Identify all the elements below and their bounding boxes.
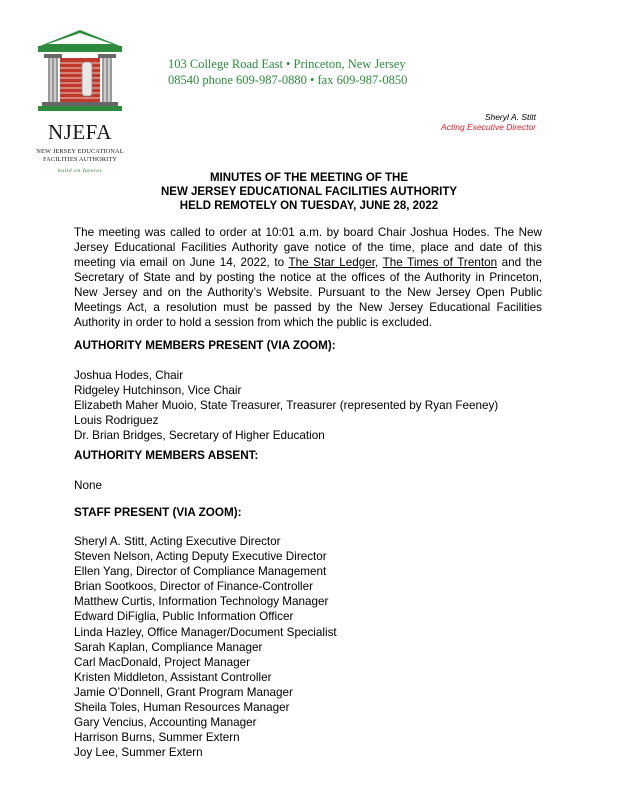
title-line: NEW JERSEY EDUCATIONAL FACILITIES AUTHORITY (160, 186, 458, 198)
building-logo-icon (30, 28, 130, 118)
list-item: Joshua Hodes, Chair (74, 369, 184, 382)
director-title: Acting Executive Director (441, 122, 536, 132)
list-item: Dr. Brian Bridges, Secretary of Higher Education (74, 429, 325, 443)
staff-present-list (74, 534, 337, 760)
list-item: Steven Nelson, Acting Deputy Executive Director (74, 550, 327, 564)
phone-fax-line: 08540 phone 609-987-0880 • fax 609-987-0850 (168, 73, 408, 87)
list-item: Edward DiFiglia, Public Information Officer (74, 610, 294, 624)
list-item: Brian Sootkoos, Director of Finance-Controller (74, 580, 314, 594)
list-item: Sheila Toles, Human Resources Manager (74, 701, 290, 715)
executive-director-block (441, 112, 536, 132)
intro-paragraph (74, 225, 542, 330)
logo-subtitle-line2: FACILITIES AUTHORITY (42, 156, 118, 163)
list-item: Linda Hazley, Office Manager/Document Specialist (74, 625, 337, 639)
letterhead-address (168, 56, 407, 88)
njefa-logo (30, 28, 130, 174)
newspaper-name: The Star Ledger (288, 256, 375, 269)
list-item: Louis Rodriguez (74, 414, 159, 428)
address-line: 103 College Road East • Princeton, New Jersey (168, 57, 406, 71)
director-name: Sheryl A. Stitt (484, 112, 536, 122)
list-item: Jamie O’Donnell, Grant Program Manager (74, 685, 293, 699)
title-line: MINUTES OF THE MEETING OF THE (209, 172, 409, 184)
list-item: Ridgeley Hutchinson, Vice Chair (74, 384, 242, 398)
members-absent-list (74, 478, 102, 493)
logo-subtitle-line1: NEW JERSEY EDUCATIONAL (36, 148, 124, 155)
document-title (0, 171, 618, 213)
title-line: HELD REMOTELY ON TUESDAY, JUNE 28, 2022 (179, 200, 439, 212)
list-item: None (74, 479, 102, 492)
newspaper-name: The Times of Trenton (382, 256, 498, 269)
logo-tagline: build on futures (57, 168, 103, 174)
list-item: Matthew Curtis, Information Technology Manager (74, 595, 329, 609)
intro-text: , (375, 256, 383, 269)
list-item: Ellen Yang, Director of Compliance Management (74, 565, 327, 579)
list-item: Carl MacDonald, Project Manager (74, 655, 251, 669)
members-present-list (74, 368, 498, 443)
list-item: Gary Vencius, Accounting Manager (74, 716, 257, 730)
list-item: Elizabeth Maher Muoio, State Treasurer, Treasurer (represented by Ryan Feeney) (74, 399, 499, 413)
logo-wordmark: NJEFA (48, 120, 112, 144)
list-item: Harrison Burns, Summer Extern (74, 731, 240, 745)
members-present-heading: AUTHORITY MEMBERS PRESENT (VIA ZOOM): (74, 339, 336, 352)
list-item: Joy Lee, Summer Extern (74, 746, 203, 760)
staff-present-heading: STAFF PRESENT (VIA ZOOM): (74, 506, 242, 519)
list-item: Sheryl A. Stitt, Acting Executive Director (74, 535, 281, 548)
intro-text: The meeting was called to order at 10:01 a.m. by board Chair Joshua Hodes. The New Jersey Educational Facilities Authority gave notice of the time, place and date of this meeting via email on June 14, 2022, to (74, 226, 542, 269)
list-item: Kristen Middleton, Assistant Controller (74, 670, 272, 684)
intro-text: and the Secretary of State and by posting the notice at the offices of the Authority in Princeton, New Jersey and on the Authority’s Website. Pursuant to the New Jersey Open Public Meetings Act, a resolution must be passed by the New Jersey Educational Facilities Authority in order to hold a session from which the public is excluded. (74, 256, 542, 329)
members-absent-heading: AUTHORITY MEMBERS ABSENT: (74, 449, 259, 462)
list-item: Sarah Kaplan, Compliance Manager (74, 640, 263, 654)
